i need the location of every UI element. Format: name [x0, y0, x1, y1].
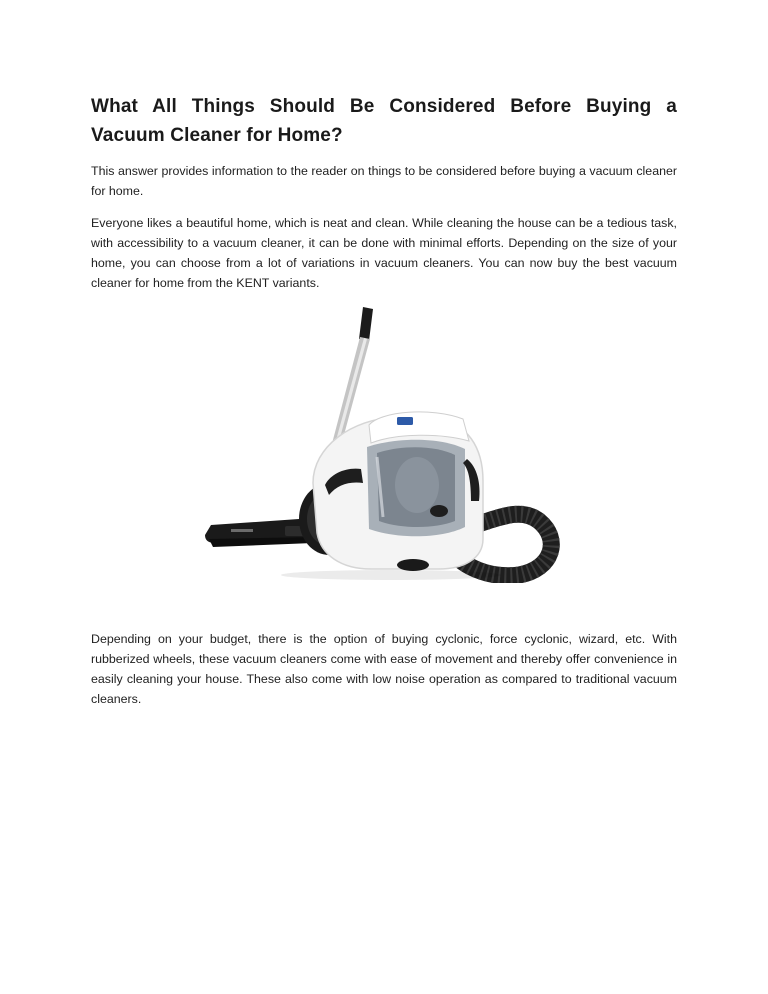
document-title: What All Things Should Be Considered Before Buying a Vacuum Cleaner for Home?	[91, 96, 677, 146]
closing-paragraph: Depending on your budget, there is the option of buying cyclonic, force cyclonic, wizard, etc. With rubberized wheels, these vacuum cleaners come with ease of movement and thereby offer convenience in easily cleaning your house. These also come with low noise operation as compared to traditional vacuum cleaners.	[91, 632, 677, 706]
product-image	[91, 307, 677, 617]
vacuum-cleaner-photo-icon	[201, 307, 571, 583]
intro-paragraph: This answer provides information to the reader on things to be considered before buying a vacuum cleaner for home.	[91, 164, 677, 198]
body-paragraph: Everyone likes a beautiful home, which is neat and clean. While cleaning the house can be a tedious task, with accessibility to a vacuum cleaner, it can be done with minimal efforts. Depending on the size of your home, you can choose from a lot of variations in vacuum cleaners. You can now buy the best vacuum cleaner for home from the KENT variants.	[91, 216, 677, 290]
document-body	[91, 92, 677, 709]
